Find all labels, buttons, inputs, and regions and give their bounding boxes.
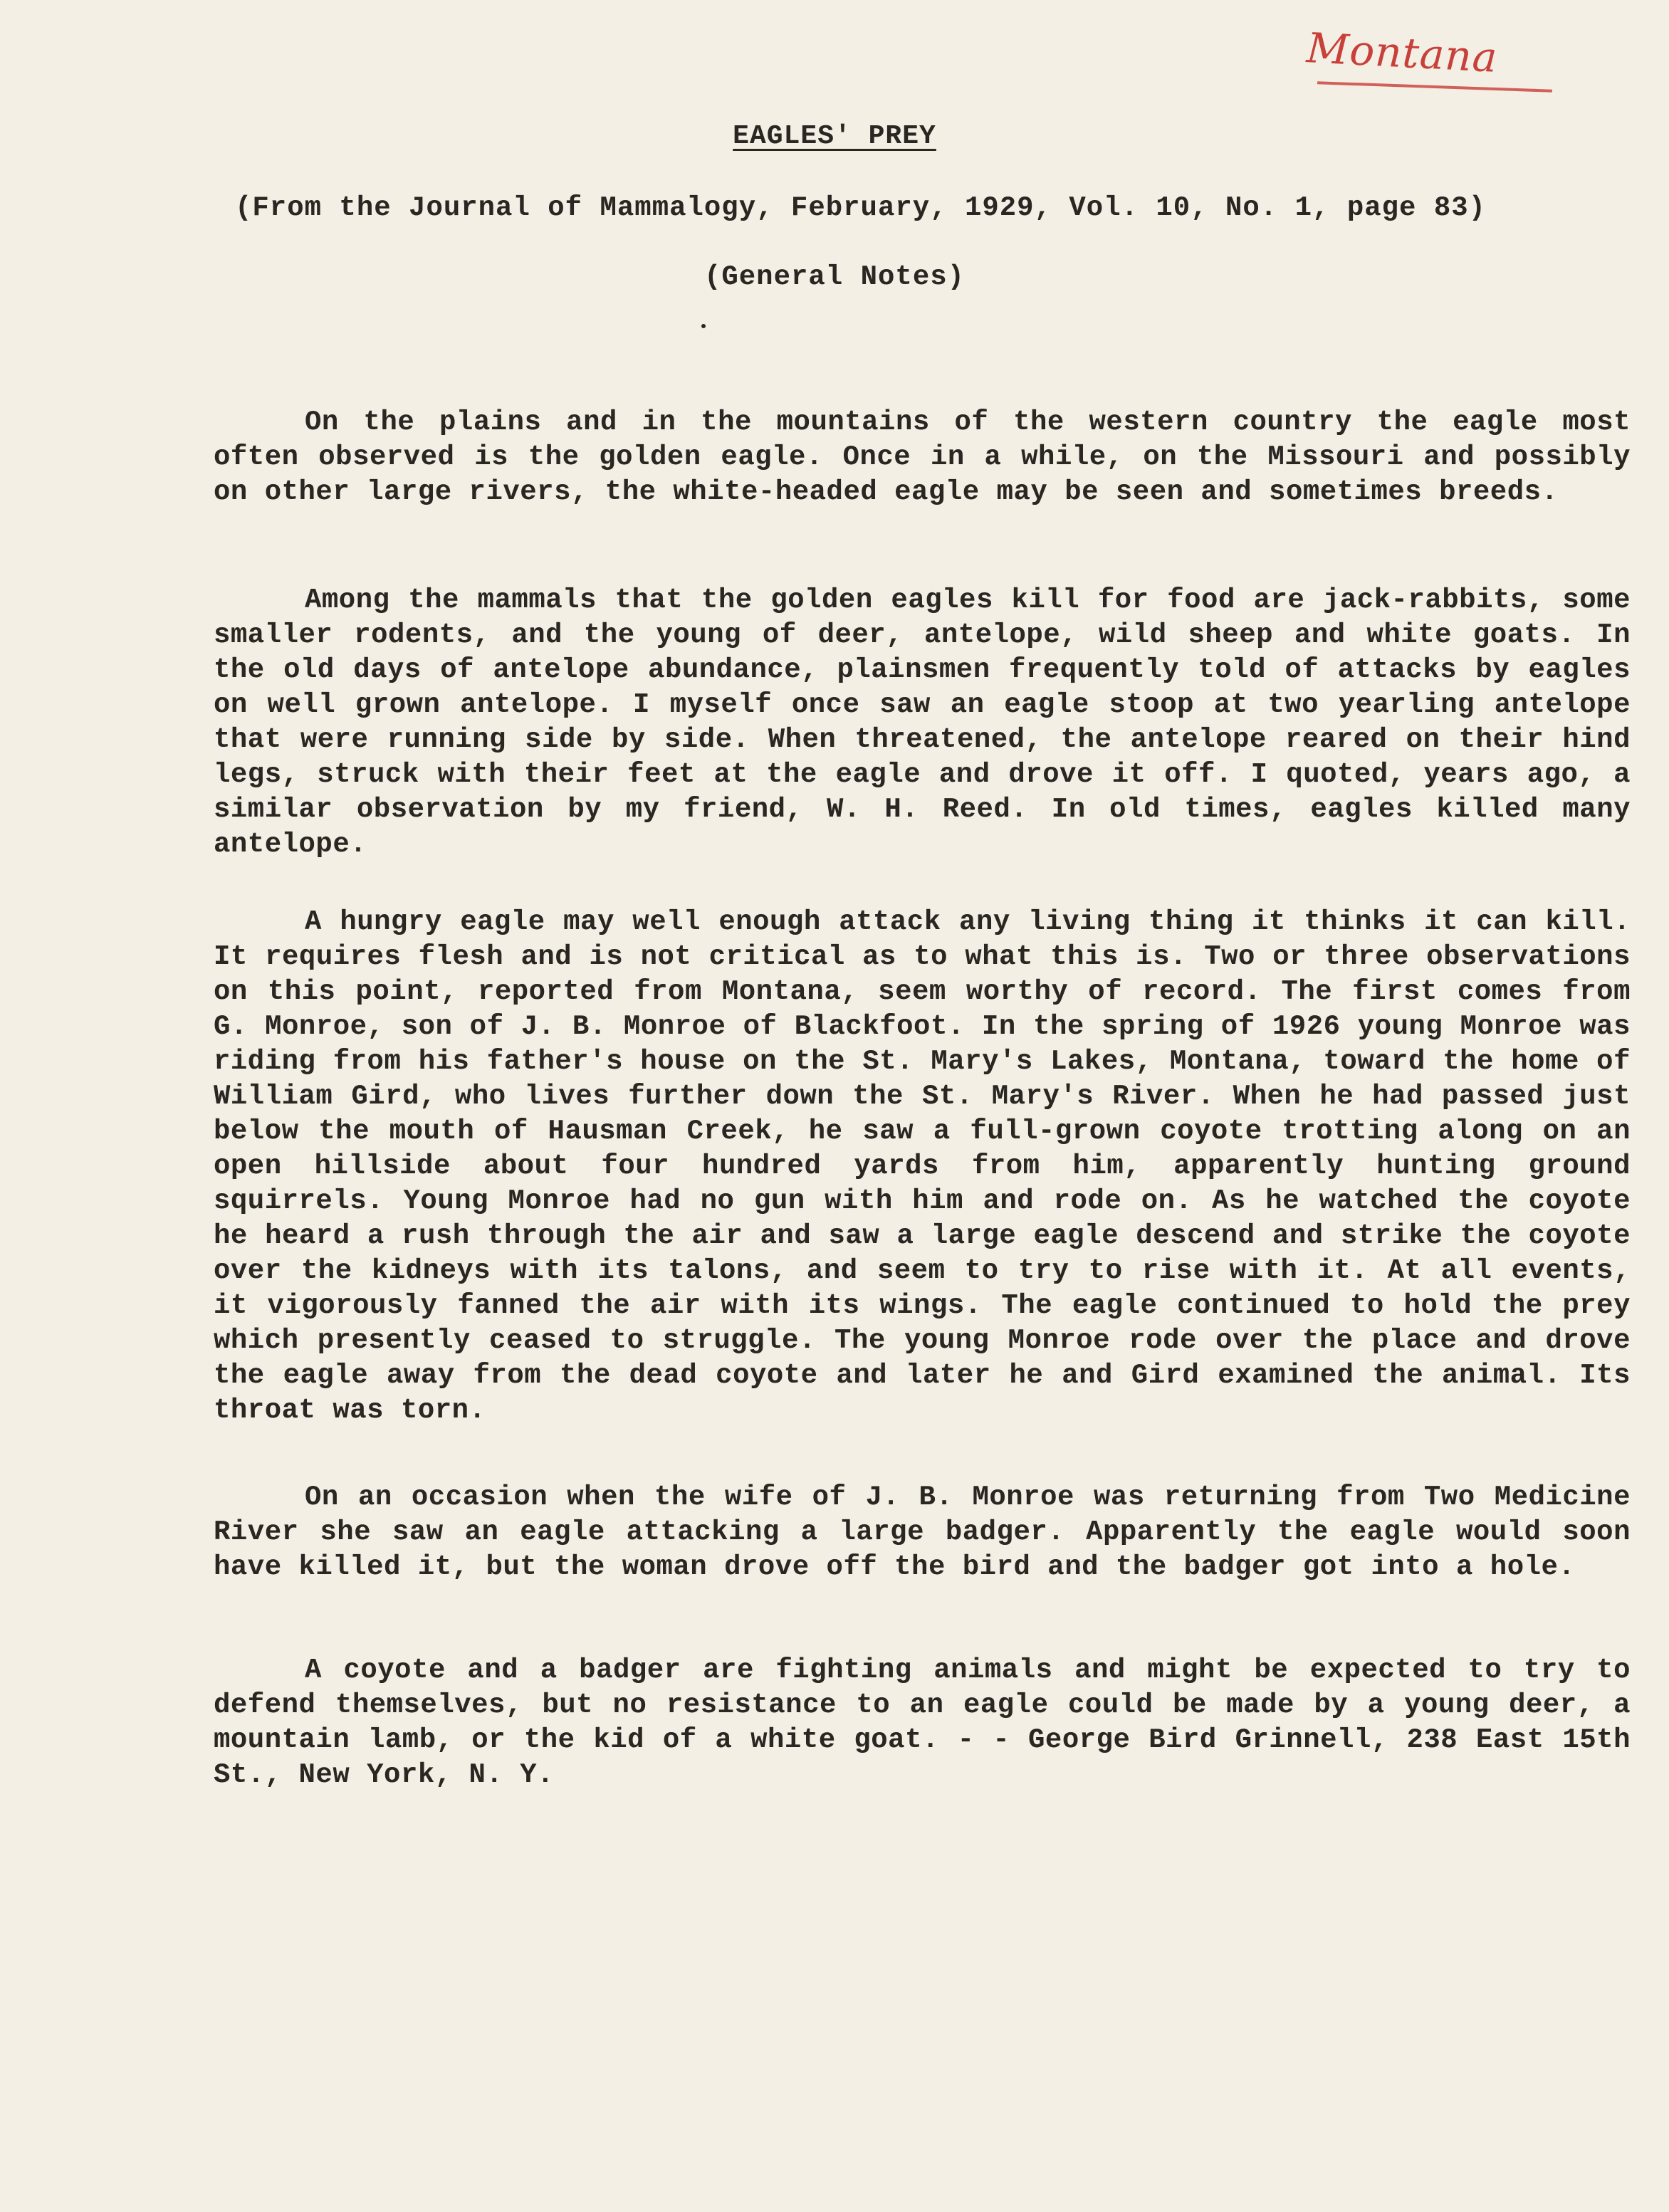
handwritten-annotation: Montana bbox=[1305, 23, 1500, 82]
paragraph-1: On the plains and in the mountains of the western country the eagle most often observed is the golden eagle. Once in a while, on the Missouri and possibly on other large rivers, the white-headed eagle may be seen and sometimes breeds. bbox=[214, 407, 1631, 508]
paragraph-4: On an occasion when the wife of J. B. Monroe was returning from Two Medicine River she saw an eagle attacking a large badger. Apparently the eagle would soon have killed it, but the woman drove off the bird and the badger got into a hole. bbox=[214, 1482, 1631, 1583]
paragraph-2: Among the mammals that the golden eagles kill for food are jack-rabbits, some smaller rodents, and the young of deer, antelope, wild sheep and white goats. In the old days of antelope abundance, plainsmen frequently told of attacks by eagles on well grown antelope. I myself once saw an eagle stoop at two yearling antelope that were running side by side. When threatened, the antelope reared on their hind legs, struck with their feet at the eagle and drove it off. I quoted, years ago, a similar observation by my friend, W. H. Reed. In old times, eagles killed many antelope. bbox=[214, 585, 1631, 860]
section-label: (General Notes) bbox=[703, 261, 966, 293]
paragraph-5: A coyote and a badger are fighting animals and might be expected to try to defend themselves, but no resistance to an eagle could be made by a young deer, a mountain lamb, or the kid of a white goat. - - George Bird Grinnell, 238 East 15th St., New York, N. Y. bbox=[214, 1655, 1631, 1791]
source-citation: (From the Journal of Mammalogy, February, 1929, Vol. 10, No. 1, page 83) bbox=[235, 192, 1487, 224]
document-title: EAGLES' PREY bbox=[733, 121, 936, 152]
stray-dot bbox=[701, 324, 706, 328]
paragraph-3: A hungry eagle may well enough attack any living thing it thinks it can kill. It requires flesh and is not critical as to what this is. Two or three observations on this point, reported from Montana, seem worthy of record. The first comes from G. Monroe, son of J. B. Monroe of Blackfoot. In the spring of 1926 young Monroe was riding from his father's house on the St. Mary's Lakes, Montana, toward the home of William Gird, who lives further down the St. Mary's River. When he had passed just below the mouth of Hausman Creek, he saw a full-grown coyote trotting along on an open hillside about four hundred yards from him, apparently hunting ground squirrels. Young Monroe had no gun with him and rode on. As he watched the coyote he heard a rush through the air and saw a large eagle descend and strike the coyote over the kidneys with its talons, and seem to try to rise with it. At all events, it vigorously fanned the air with its wings. The eagle continued to hold the prey which presently ceased to struggle. The young Monroe rode over the place and drove the eagle away from the dead coyote and later he and Gird examined the animal. Its throat was torn. bbox=[214, 906, 1631, 1426]
annotation-underline bbox=[1317, 81, 1552, 93]
